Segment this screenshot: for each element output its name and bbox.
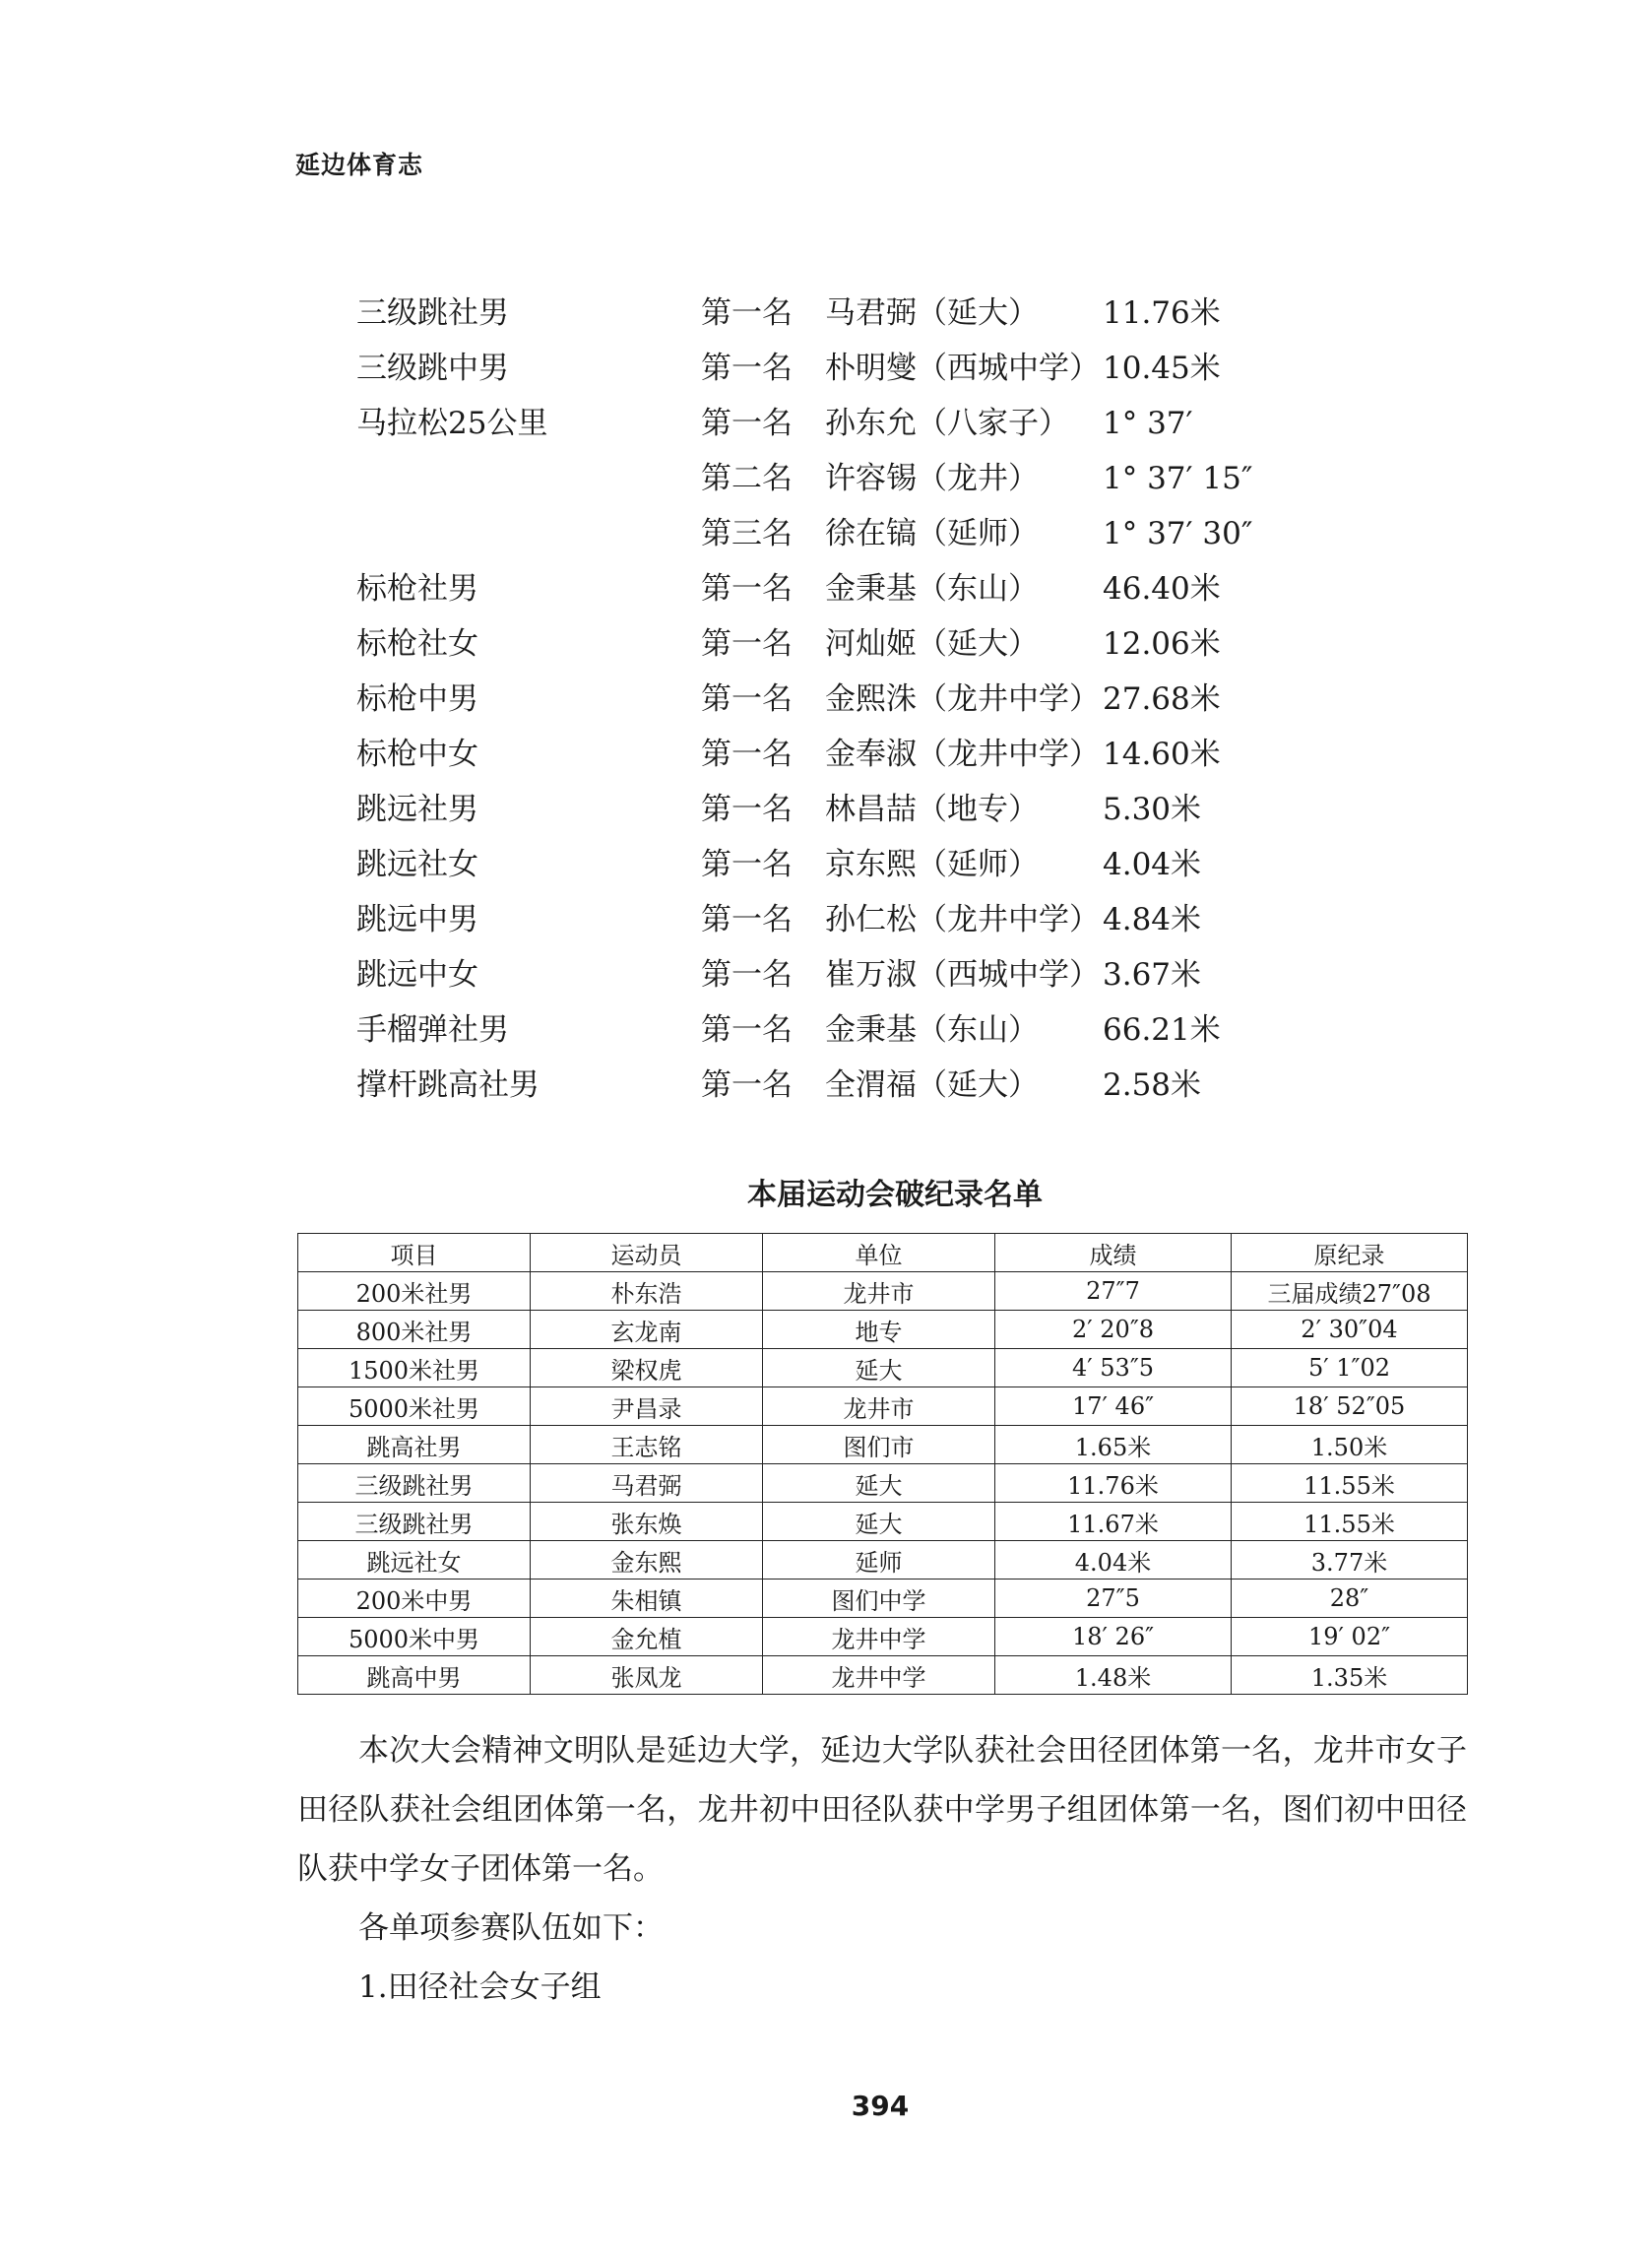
table-row bbox=[298, 1311, 1468, 1349]
table-cell: 朴东浩 bbox=[531, 1272, 763, 1311]
table-cell: 28″ bbox=[1232, 1580, 1468, 1618]
result-rank: 第二名 bbox=[701, 461, 793, 496]
table-cell: 三届成绩27″08 bbox=[1232, 1272, 1468, 1311]
table-cell: 延大 bbox=[763, 1464, 995, 1503]
table-row bbox=[298, 1541, 1468, 1580]
result-athlete: 崔万淑（西城中学） bbox=[825, 957, 1100, 993]
table-cell: 27″7 bbox=[995, 1272, 1232, 1311]
table-cell: 延大 bbox=[763, 1349, 995, 1387]
table-cell: 27″5 bbox=[995, 1580, 1232, 1618]
result-rank: 第一名 bbox=[701, 406, 793, 441]
result-score: 1° 37′ bbox=[1103, 406, 1193, 441]
result-athlete: 金奉淑（龙井中学） bbox=[825, 737, 1100, 772]
result-event: 标枪中女 bbox=[356, 737, 478, 772]
result-athlete: 孙东允（八家子） bbox=[825, 406, 1069, 441]
summary-paragraph: 本次大会精神文明队是延边大学，延边大学队获社会田径团体第一名，龙井市女子田径队获社会组团体第一名，龙井初中田径队获中学男子组团体第一名，图们初中田径队获中学女子团体第一名。 bbox=[297, 1733, 1467, 1887]
table-cell: 龙井中学 bbox=[763, 1618, 995, 1656]
running-header: 延边体育志 bbox=[295, 151, 424, 179]
table-cell: 1.50米 bbox=[1232, 1426, 1468, 1464]
result-score: 4.84米 bbox=[1103, 902, 1202, 937]
result-event: 跳远社男 bbox=[356, 792, 478, 827]
table-cell: 龙井中学 bbox=[763, 1656, 995, 1695]
table-row bbox=[298, 1272, 1468, 1311]
table-cell: 2′ 20″8 bbox=[995, 1311, 1232, 1349]
result-rank: 第一名 bbox=[701, 571, 793, 607]
table-title: 本届运动会破纪录名单 bbox=[747, 1178, 1043, 1212]
table-header-cell: 原纪录 bbox=[1232, 1234, 1468, 1272]
result-rank: 第一名 bbox=[701, 626, 793, 662]
table-cell: 3.77米 bbox=[1232, 1541, 1468, 1580]
result-row bbox=[0, 947, 1652, 1002]
body-text bbox=[297, 1721, 1467, 2017]
table-cell: 5′ 1″02 bbox=[1232, 1349, 1468, 1387]
result-event: 跳远中男 bbox=[356, 902, 478, 937]
table-row bbox=[298, 1656, 1468, 1695]
result-score: 12.06米 bbox=[1103, 626, 1221, 662]
result-row bbox=[0, 561, 1652, 616]
result-rank: 第一名 bbox=[701, 957, 793, 993]
table-cell: 800米社男 bbox=[298, 1311, 531, 1349]
table-cell: 11.76米 bbox=[995, 1464, 1232, 1503]
result-athlete: 林昌喆（地专） bbox=[825, 792, 1039, 827]
table-cell: 11.55米 bbox=[1232, 1503, 1468, 1541]
table-cell: 11.55米 bbox=[1232, 1464, 1468, 1503]
table-cell: 张东焕 bbox=[531, 1503, 763, 1541]
result-athlete: 徐在镐（延师） bbox=[825, 516, 1039, 551]
table-cell: 朱相镇 bbox=[531, 1580, 763, 1618]
table-cell: 王志铭 bbox=[531, 1426, 763, 1464]
table-cell: 1500米社男 bbox=[298, 1349, 531, 1387]
table-cell: 2′ 30″04 bbox=[1232, 1311, 1468, 1349]
table-cell: 4.04米 bbox=[995, 1541, 1232, 1580]
table-header-cell: 运动员 bbox=[531, 1234, 763, 1272]
table-cell: 尹昌录 bbox=[531, 1387, 763, 1426]
result-row bbox=[0, 506, 1652, 561]
result-athlete: 马君弼（延大） bbox=[825, 295, 1039, 331]
records-table bbox=[297, 1233, 1468, 1695]
result-row bbox=[0, 451, 1652, 506]
result-event: 手榴弹社男 bbox=[356, 1012, 509, 1048]
result-athlete: 朴明燮（西城中学） bbox=[825, 351, 1100, 386]
table-cell: 马君弼 bbox=[531, 1464, 763, 1503]
result-row bbox=[0, 286, 1652, 341]
table-cell: 跳高中男 bbox=[298, 1656, 531, 1695]
result-event: 马拉松25公里 bbox=[356, 406, 548, 441]
table-cell: 金东熙 bbox=[531, 1541, 763, 1580]
table-row bbox=[298, 1387, 1468, 1426]
result-score: 10.45米 bbox=[1103, 351, 1221, 386]
table-cell: 1.65米 bbox=[995, 1426, 1232, 1464]
table-header-cell: 项目 bbox=[298, 1234, 531, 1272]
table-cell: 1.48米 bbox=[995, 1656, 1232, 1695]
result-score: 1° 37′ 30″ bbox=[1103, 516, 1253, 551]
result-score: 2.58米 bbox=[1103, 1067, 1202, 1103]
table-row bbox=[298, 1464, 1468, 1503]
result-event: 三级跳社男 bbox=[356, 295, 509, 331]
table-cell: 图们中学 bbox=[763, 1580, 995, 1618]
table-cell: 200米社男 bbox=[298, 1272, 531, 1311]
table-cell: 17′ 46″ bbox=[995, 1387, 1232, 1426]
table-cell: 19′ 02″ bbox=[1232, 1618, 1468, 1656]
table-cell: 梁权虎 bbox=[531, 1349, 763, 1387]
result-score: 11.76米 bbox=[1103, 295, 1221, 331]
result-row bbox=[0, 1002, 1652, 1058]
table-cell: 图们市 bbox=[763, 1426, 995, 1464]
table-row bbox=[298, 1349, 1468, 1387]
result-rank: 第一名 bbox=[701, 295, 793, 331]
table-cell: 11.67米 bbox=[995, 1503, 1232, 1541]
table-cell: 4′ 53″5 bbox=[995, 1349, 1232, 1387]
table-row bbox=[298, 1503, 1468, 1541]
result-row bbox=[0, 727, 1652, 782]
table-row bbox=[298, 1580, 1468, 1618]
result-athlete: 许容锡（龙井） bbox=[825, 461, 1039, 496]
result-row bbox=[0, 616, 1652, 672]
result-rank: 第三名 bbox=[701, 516, 793, 551]
table-row bbox=[298, 1618, 1468, 1656]
table-cell: 张凤龙 bbox=[531, 1656, 763, 1695]
result-athlete: 孙仁松（龙井中学） bbox=[825, 902, 1100, 937]
result-rank: 第一名 bbox=[701, 737, 793, 772]
table-cell: 跳高社男 bbox=[298, 1426, 531, 1464]
result-athlete: 京东熙（延师） bbox=[825, 847, 1039, 882]
result-rank: 第一名 bbox=[701, 792, 793, 827]
result-score: 27.68米 bbox=[1103, 681, 1221, 717]
result-score: 5.30米 bbox=[1103, 792, 1202, 827]
table-cell: 三级跳社男 bbox=[298, 1464, 531, 1503]
result-row bbox=[0, 341, 1652, 396]
result-row bbox=[0, 1058, 1652, 1113]
table-cell: 延大 bbox=[763, 1503, 995, 1541]
result-score: 46.40米 bbox=[1103, 571, 1221, 607]
result-row bbox=[0, 837, 1652, 892]
list-item: 1.田径社会女子组 bbox=[358, 1969, 602, 2005]
table-header-row bbox=[298, 1234, 1468, 1272]
result-event: 跳远社女 bbox=[356, 847, 478, 882]
result-rank: 第一名 bbox=[701, 351, 793, 386]
table-cell: 5000米社男 bbox=[298, 1387, 531, 1426]
result-athlete: 金秉基（东山） bbox=[825, 1012, 1039, 1048]
result-event: 跳远中女 bbox=[356, 957, 478, 993]
result-rank: 第一名 bbox=[701, 902, 793, 937]
intro-paragraph: 各单项参赛队伍如下： bbox=[358, 1910, 664, 1946]
result-athlete: 金秉基（东山） bbox=[825, 571, 1039, 607]
table-cell: 金允植 bbox=[531, 1618, 763, 1656]
result-row bbox=[0, 892, 1652, 947]
result-event: 标枪中男 bbox=[356, 681, 478, 717]
result-score: 3.67米 bbox=[1103, 957, 1202, 993]
table-cell: 1.35米 bbox=[1232, 1656, 1468, 1695]
result-row bbox=[0, 396, 1652, 451]
result-event: 标枪社男 bbox=[356, 571, 478, 607]
result-athlete: 河灿姬（延大） bbox=[825, 626, 1039, 662]
result-score: 14.60米 bbox=[1103, 737, 1221, 772]
result-event: 撑杆跳高社男 bbox=[356, 1067, 540, 1103]
table-cell: 延师 bbox=[763, 1541, 995, 1580]
table-header-cell: 单位 bbox=[763, 1234, 995, 1272]
result-row bbox=[0, 782, 1652, 837]
result-athlete: 全渭福（延大） bbox=[825, 1067, 1039, 1103]
result-rank: 第一名 bbox=[701, 681, 793, 717]
result-score: 1° 37′ 15″ bbox=[1103, 461, 1253, 496]
result-row bbox=[0, 672, 1652, 727]
result-event: 三级跳中男 bbox=[356, 351, 509, 386]
table-cell: 18′ 26″ bbox=[995, 1618, 1232, 1656]
result-rank: 第一名 bbox=[701, 1012, 793, 1048]
table-cell: 18′ 52″05 bbox=[1232, 1387, 1468, 1426]
page-number: 394 bbox=[851, 2090, 910, 2122]
result-rank: 第一名 bbox=[701, 1067, 793, 1103]
result-rank: 第一名 bbox=[701, 847, 793, 882]
table-cell: 三级跳社男 bbox=[298, 1503, 531, 1541]
table-header-cell: 成绩 bbox=[995, 1234, 1232, 1272]
table-cell: 龙井市 bbox=[763, 1387, 995, 1426]
table-row bbox=[298, 1426, 1468, 1464]
result-athlete: 金熙洙（龙井中学） bbox=[825, 681, 1100, 717]
table-cell: 玄龙南 bbox=[531, 1311, 763, 1349]
table-cell: 地专 bbox=[763, 1311, 995, 1349]
table-cell: 200米中男 bbox=[298, 1580, 531, 1618]
result-score: 66.21米 bbox=[1103, 1012, 1221, 1048]
result-score: 4.04米 bbox=[1103, 847, 1202, 882]
table-cell: 龙井市 bbox=[763, 1272, 995, 1311]
results-list bbox=[0, 286, 1652, 1113]
result-event: 标枪社女 bbox=[356, 626, 478, 662]
table-cell: 跳远社女 bbox=[298, 1541, 531, 1580]
table-cell: 5000米中男 bbox=[298, 1618, 531, 1656]
